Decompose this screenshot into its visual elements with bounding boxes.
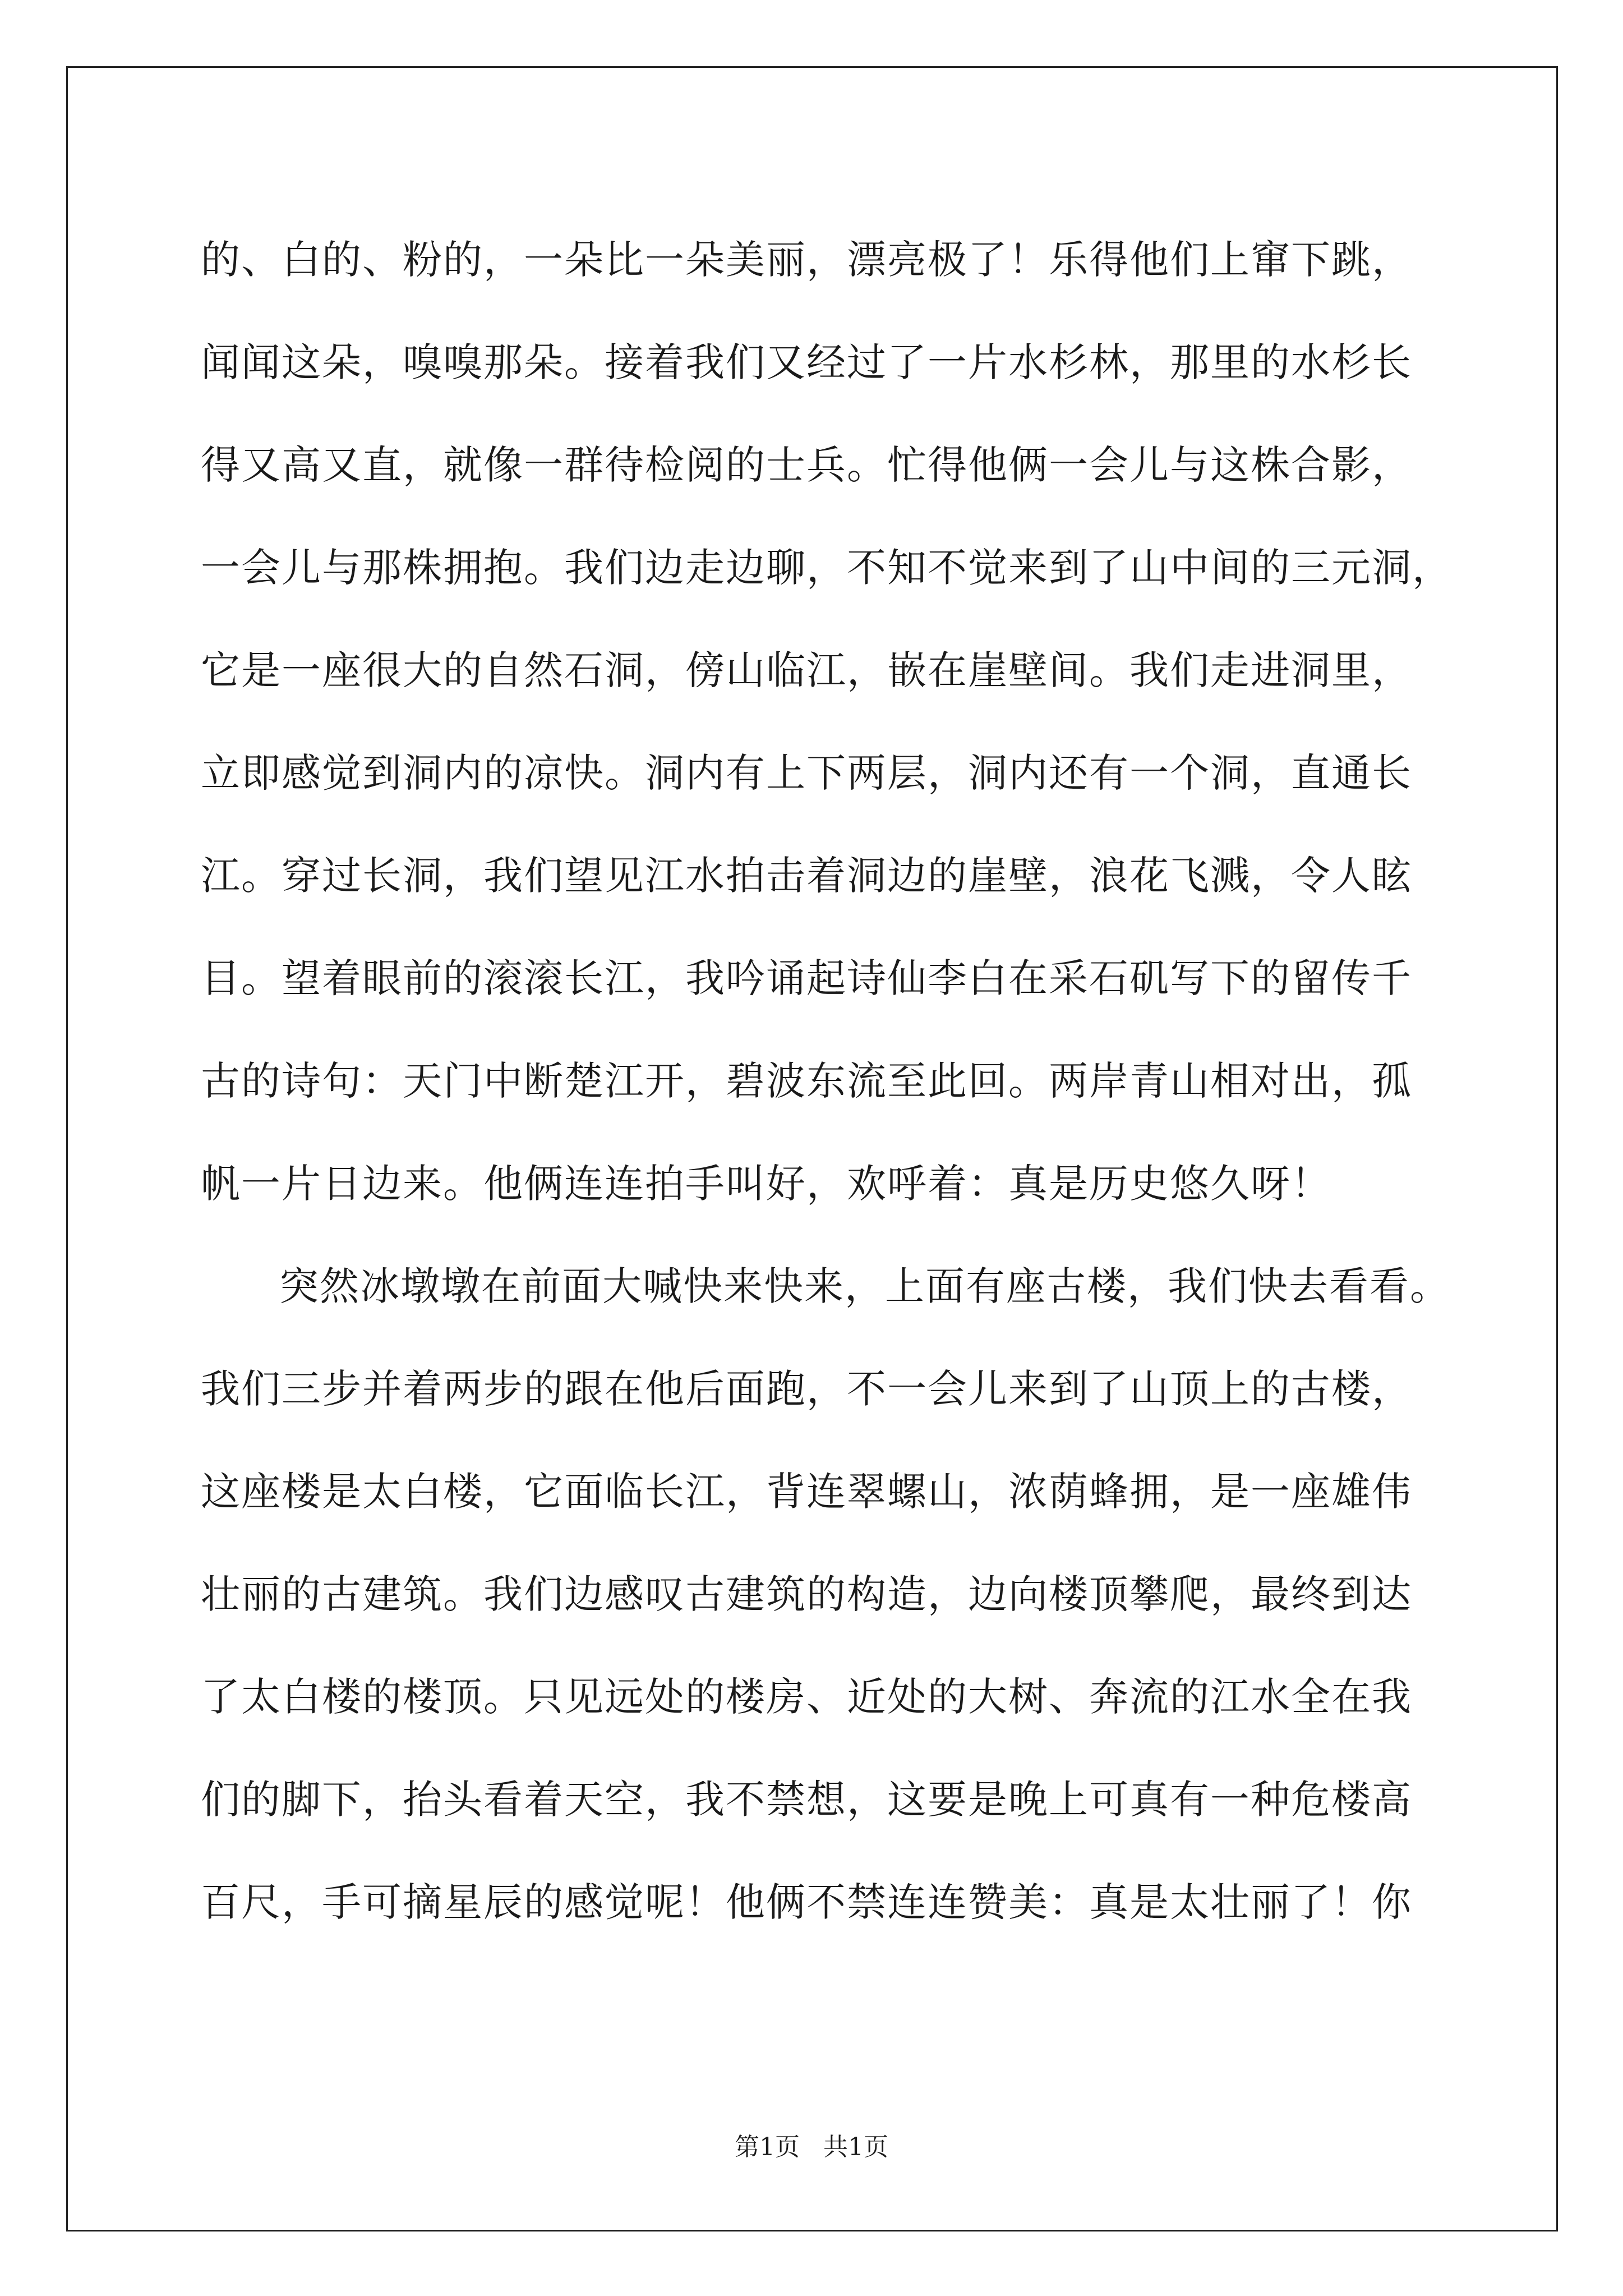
text-line: 立即感觉到洞内的凉快。洞内有上下两层，洞内还有一个洞，直通长 <box>201 750 1412 796</box>
text-line: 江。穿过长洞，我们望见江水拍击着洞边的崖壁，浪花飞溅，令人眩 <box>201 853 1412 899</box>
text-line: 了太白楼的楼顶。只见远处的楼房、近处的大树、奔流的江水全在我 <box>201 1674 1412 1720</box>
body-text <box>201 209 1468 1954</box>
text-line: 壮丽的古建筑。我们边感叹古建筑的构造，边向楼顶攀爬，最终到达 <box>201 1571 1412 1617</box>
text-line: 闻闻这朵，嗅嗅那朵。接着我们又经过了一片水杉林，那里的水杉长 <box>201 339 1412 385</box>
text-line: 百尺，手可摘星辰的感觉呢！他俩不禁连连赞美：真是太壮丽了！你 <box>201 1879 1412 1925</box>
text-line: 们的脚下，抬头看着天空，我不禁想，这要是晚上可真有一种危楼高 <box>201 1777 1412 1823</box>
text-line: 帆一片日边来。他俩连连拍手叫好，欢呼着：真是历史悠久呀！ <box>201 1161 1331 1207</box>
text-line: 我们三步并着两步的跟在他后面跑，不一会儿来到了山顶上的古楼， <box>201 1366 1412 1412</box>
page-number-footer: 第1页 共1页 <box>735 2133 888 2161</box>
text-line: 它是一座很大的自然石洞，傍山临江，嵌在崖壁间。我们走进洞里， <box>201 647 1412 693</box>
text-line: 目。望着眼前的滚滚长江，我吟诵起诗仙李白在采石矶写下的留传千 <box>201 955 1412 1001</box>
text-line: 这座楼是太白楼，它面临长江，背连翠螺山，浓荫蜂拥，是一座雄伟 <box>201 1469 1412 1515</box>
text-line: 的、白的、粉的，一朵比一朵美丽，漂亮极了！乐得他们上窜下跳， <box>201 237 1412 283</box>
paragraph-start-line: 突然冰墩墩在前面大喊快来快来，上面有座古楼，我们快去看看。 <box>279 1263 1450 1309</box>
text-line: 古的诗句：天门中断楚江开，碧波东流至此回。两岸青山相对出，孤 <box>201 1058 1412 1104</box>
text-line: 得又高又直，就像一群待检阅的士兵。忙得他俩一会儿与这株合影， <box>201 442 1412 488</box>
text-line: 一会儿与那株拥抱。我们边走边聊，不知不觉来到了山中间的三元洞， <box>201 545 1453 591</box>
